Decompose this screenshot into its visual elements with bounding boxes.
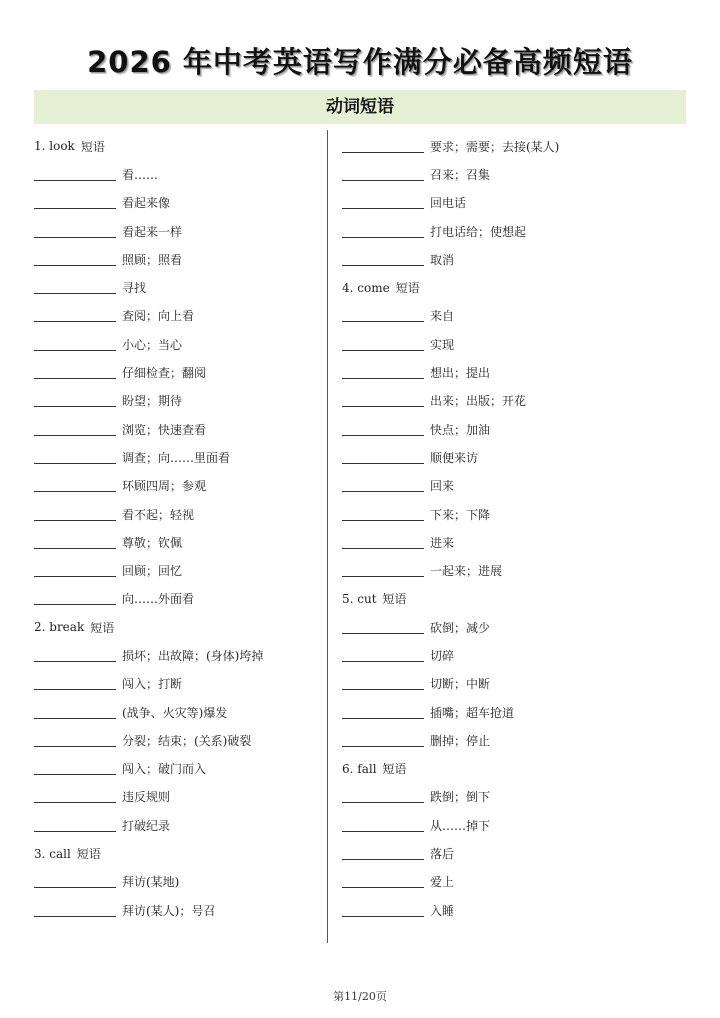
phrase-item (34, 387, 322, 415)
answer-blank[interactable] (342, 904, 424, 917)
phrase-meaning: 从……掉下 (430, 818, 491, 833)
phrase-item (34, 868, 322, 896)
answer-blank[interactable] (342, 564, 424, 577)
answer-blank[interactable] (34, 677, 116, 690)
phrase-meaning: 看不起；轻视 (122, 507, 195, 522)
phrase-group-heading (342, 585, 686, 613)
phrase-meaning: 跌倒；倒下 (430, 790, 491, 805)
answer-blank[interactable] (34, 338, 116, 351)
phrase-meaning: 浏览；快速查看 (122, 422, 207, 437)
phrase-meaning: 小心；当心 (122, 337, 183, 352)
answer-blank[interactable] (34, 536, 116, 549)
phrase-item (342, 302, 686, 330)
phrase-meaning: 实现 (430, 337, 455, 352)
phrase-meaning: 回顾；回忆 (122, 564, 183, 579)
phrase-item (34, 500, 322, 528)
phrase-item (342, 528, 686, 556)
phrase-meaning: 拜访(某人)；号召 (122, 903, 216, 918)
phrase-meaning: 切碎 (430, 648, 455, 663)
phrase-group-heading (342, 273, 686, 301)
phrase-meaning: 打电话给；使想起 (430, 224, 527, 239)
answer-blank[interactable] (34, 875, 116, 888)
answer-blank[interactable] (34, 564, 116, 577)
answer-blank[interactable] (342, 225, 424, 238)
phrase-meaning: 调查；向……里面看 (122, 450, 231, 465)
phrase-meaning: 进来 (430, 535, 455, 550)
phrase-meaning: 闯入；破门而入 (122, 762, 207, 777)
answer-blank[interactable] (34, 394, 116, 407)
answer-blank[interactable] (34, 366, 116, 379)
group-label: 短语 (382, 592, 407, 607)
phrase-meaning: 回电话 (430, 196, 467, 211)
answer-blank[interactable] (342, 423, 424, 436)
answer-blank[interactable] (34, 592, 116, 605)
phrase-meaning: 违反规则 (122, 790, 171, 805)
phrase-group-heading (342, 755, 686, 783)
answer-blank[interactable] (342, 706, 424, 719)
phrase-meaning: 查阅；向上看 (122, 309, 195, 324)
phrase-item (342, 189, 686, 217)
answer-blank[interactable] (34, 479, 116, 492)
right-column (342, 132, 686, 924)
phrase-item (34, 528, 322, 556)
phrase-item (342, 415, 686, 443)
answer-blank[interactable] (34, 253, 116, 266)
answer-blank[interactable] (34, 451, 116, 464)
phrase-item (34, 217, 322, 245)
column-divider (327, 130, 328, 943)
answer-blank[interactable] (34, 904, 116, 917)
phrase-item (342, 556, 686, 584)
phrase-meaning: 出来；出版；开花 (430, 394, 527, 409)
answer-blank[interactable] (342, 338, 424, 351)
phrase-item (342, 868, 686, 896)
phrase-meaning: 入睡 (430, 903, 455, 918)
answer-blank[interactable] (342, 734, 424, 747)
phrase-item (34, 670, 322, 698)
phrase-item (34, 641, 322, 669)
answer-blank[interactable] (34, 706, 116, 719)
phrase-item (34, 726, 322, 754)
phrase-item (342, 358, 686, 386)
left-column (34, 132, 322, 924)
answer-blank[interactable] (34, 508, 116, 521)
answer-blank[interactable] (34, 649, 116, 662)
phrase-meaning: 闯入；打断 (122, 677, 183, 692)
phrase-item (34, 698, 322, 726)
phrase-meaning: 砍倒；减少 (430, 620, 491, 635)
phrase-item (342, 698, 686, 726)
answer-blank[interactable] (34, 790, 116, 803)
phrase-item (34, 273, 322, 301)
answer-blank[interactable] (342, 394, 424, 407)
phrase-item (342, 330, 686, 358)
phrase-item (34, 330, 322, 358)
phrase-item (34, 472, 322, 500)
answer-blank[interactable] (34, 819, 116, 832)
phrase-meaning: 仔细检查；翻阅 (122, 366, 207, 381)
answer-blank[interactable] (342, 253, 424, 266)
phrase-meaning: 要求；需要；去接(某人) (430, 139, 560, 154)
answer-blank[interactable] (342, 790, 424, 803)
group-label: 短语 (80, 139, 105, 154)
group-label: 短语 (76, 847, 101, 862)
answer-blank[interactable] (342, 847, 424, 860)
group-verb: 4. come (342, 280, 390, 295)
phrase-meaning: 一起来；进展 (430, 564, 503, 579)
phrase-item (34, 783, 322, 811)
phrase-item (34, 160, 322, 188)
group-verb: 6. fall (342, 761, 377, 776)
answer-blank[interactable] (34, 281, 116, 294)
phrase-meaning: 删掉；停止 (430, 733, 491, 748)
phrase-item (342, 613, 686, 641)
group-label: 短语 (90, 620, 115, 635)
phrase-item (34, 415, 322, 443)
answer-blank[interactable] (342, 677, 424, 690)
phrase-meaning: 尊敬；钦佩 (122, 535, 183, 550)
answer-blank[interactable] (342, 875, 424, 888)
phrase-meaning: 插嘴；超车抢道 (430, 705, 515, 720)
phrase-item (342, 160, 686, 188)
phrase-item (342, 670, 686, 698)
phrase-item (34, 302, 322, 330)
answer-blank[interactable] (34, 196, 116, 209)
answer-blank[interactable] (34, 168, 116, 181)
answer-blank[interactable] (342, 479, 424, 492)
group-verb: 3. call (34, 846, 71, 861)
phrase-meaning: 切断；中断 (430, 677, 491, 692)
phrase-item (342, 245, 686, 273)
phrase-item (34, 443, 322, 471)
answer-blank[interactable] (342, 196, 424, 209)
phrase-item (34, 755, 322, 783)
phrase-group-heading (34, 839, 322, 867)
phrase-item (342, 726, 686, 754)
answer-blank[interactable] (342, 451, 424, 464)
phrase-item (342, 811, 686, 839)
answer-blank[interactable] (34, 423, 116, 436)
answer-blank[interactable] (342, 309, 424, 322)
group-label: 短语 (395, 281, 420, 296)
answer-blank[interactable] (342, 140, 424, 153)
group-label: 短语 (382, 762, 407, 777)
section-header: 动词短语 (34, 90, 686, 124)
phrase-meaning: 拜访(某地) (122, 875, 180, 890)
phrase-meaning: (战争、火灾等)爆发 (122, 705, 228, 720)
phrase-item (342, 896, 686, 924)
phrase-group-heading (34, 132, 322, 160)
phrase-meaning: 环顾四周；参观 (122, 479, 207, 494)
phrase-meaning: 分裂；结束；(关系)破裂 (122, 733, 252, 748)
answer-blank[interactable] (34, 762, 116, 775)
phrase-meaning: 回来 (430, 479, 455, 494)
answer-blank[interactable] (342, 508, 424, 521)
phrase-item (342, 132, 686, 160)
phrase-meaning: 召来；召集 (430, 167, 491, 182)
group-verb: 5. cut (342, 591, 377, 606)
group-verb: 2. break (34, 620, 85, 635)
phrase-item (342, 783, 686, 811)
phrase-meaning: 想出；提出 (430, 366, 491, 381)
phrase-meaning: 打破纪录 (122, 818, 171, 833)
phrase-meaning: 看…… (122, 167, 159, 182)
phrase-meaning: 损坏；出故障；(身体)垮掉 (122, 648, 264, 663)
phrase-item (342, 839, 686, 867)
phrase-meaning: 下来；下降 (430, 507, 491, 522)
phrase-meaning: 看起来一样 (122, 224, 183, 239)
phrase-item (342, 641, 686, 669)
answer-blank[interactable] (342, 819, 424, 832)
phrase-meaning: 快点；加油 (430, 422, 491, 437)
page-number: 第11/20页 (333, 990, 387, 1003)
phrase-item (342, 217, 686, 245)
phrase-item (342, 387, 686, 415)
phrase-group-heading (34, 613, 322, 641)
phrase-item (34, 585, 322, 613)
answer-blank[interactable] (34, 309, 116, 322)
answer-blank[interactable] (342, 649, 424, 662)
phrase-item (34, 896, 322, 924)
phrase-meaning: 顺便来访 (430, 450, 479, 465)
answer-blank[interactable] (342, 621, 424, 634)
phrase-item (34, 245, 322, 273)
phrase-meaning: 落后 (430, 847, 455, 862)
answer-blank[interactable] (342, 168, 424, 181)
answer-blank[interactable] (342, 366, 424, 379)
phrase-meaning: 看起来像 (122, 196, 171, 211)
phrase-meaning: 向……外面看 (122, 592, 195, 607)
phrase-meaning: 盼望；期待 (122, 394, 183, 409)
phrase-item (342, 443, 686, 471)
phrase-meaning: 取消 (430, 252, 455, 267)
phrase-meaning: 照顾；照看 (122, 252, 183, 267)
phrase-meaning: 寻找 (122, 281, 147, 296)
phrase-item (34, 811, 322, 839)
phrase-item (342, 472, 686, 500)
group-verb: 1. look (34, 139, 75, 154)
phrase-meaning: 来自 (430, 309, 455, 324)
phrase-item (342, 500, 686, 528)
phrase-item (34, 358, 322, 386)
answer-blank[interactable] (342, 536, 424, 549)
page-title: 2026 年中考英语写作满分必备高频短语 (87, 45, 633, 79)
phrase-item (34, 556, 322, 584)
phrase-meaning: 爱上 (430, 875, 455, 890)
answer-blank[interactable] (34, 734, 116, 747)
phrase-item (34, 189, 322, 217)
answer-blank[interactable] (34, 225, 116, 238)
